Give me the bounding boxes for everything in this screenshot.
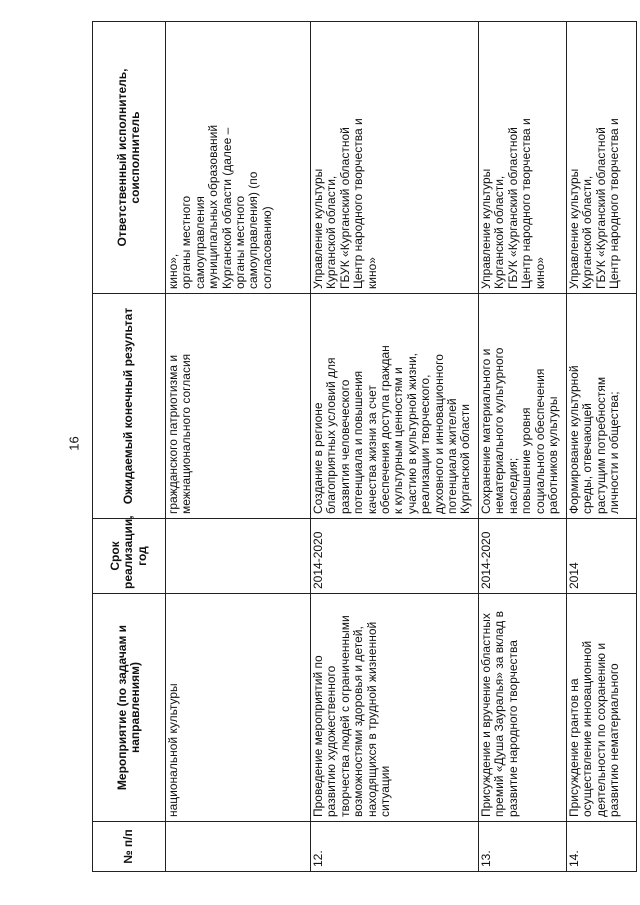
header-executor: Ответственный исполнитель, соисполнитель — [93, 22, 166, 294]
row-result: Формирование культурной среды, отвечающей растущим потребностям личности и общества; — [567, 294, 637, 519]
row-number — [166, 822, 311, 872]
row-number: 12. — [311, 822, 479, 872]
row-term — [166, 519, 311, 594]
row-executor: кино», органы местного самоуправления муниципальных образований Курганской области (далее – органы местного самоуправления) (по согласованию) — [166, 22, 311, 294]
table-row — [567, 22, 637, 872]
row-result: гражданского патриотизма и межнационального согласия — [166, 294, 311, 519]
row-event: национальной культуры — [166, 594, 311, 822]
table-row — [166, 22, 311, 872]
header-result: Ожидаемый конечный результат — [93, 294, 166, 519]
table-row — [479, 22, 567, 872]
row-term: 2014 — [567, 519, 637, 594]
table-header-row — [93, 22, 166, 872]
row-event: Проведение мероприятий по развитию художественного творчества людей с ограниченными возможностями здоровья и детей, находящихся в трудной жизненной ситуации — [311, 594, 479, 822]
header-event: Мероприятие (по задачам и направлениям) — [93, 594, 166, 822]
row-result: Создание в регионе благоприятных условий для развития человеческого потенциала и повышения качества жизни за счет обеспечения доступа граждан к культурным ценностям и участию в культурной жизни, реализации творческого, духовного и инновационного потенциала жителей Курганской области — [311, 294, 479, 519]
row-event: Присуждение грантов на осуществление инновационной деятельности по сохранению и развитию нематериального — [567, 594, 637, 822]
row-term: 2014-2020 — [311, 519, 479, 594]
row-executor: Управление культуры Курганской области, ГБУК «Курганский областной Центр народного творчества и кино» — [311, 22, 479, 294]
row-term: 2014-2020 — [479, 519, 567, 594]
table-row — [311, 22, 479, 872]
header-number: № п/п — [93, 822, 166, 872]
row-event: Присуждение и вручение областных премий «Душа Зауралья» за вклад в развитие народного творчества — [479, 594, 567, 822]
header-term: Срок реализации, год — [93, 519, 166, 594]
row-number: 14. — [567, 822, 637, 872]
row-number: 13. — [479, 822, 567, 872]
page-number: 16 — [66, 436, 82, 451]
row-executor: Управление культуры Курганской области, ГБУК «Курганский областной Центр народного творчества и — [567, 22, 637, 294]
rotated-page-content — [92, 22, 637, 872]
row-executor: Управление культуры Курганской области, ГБУК «Курганский областной Центр народного творчества и кино» — [479, 22, 567, 294]
program-table — [92, 21, 637, 872]
row-result: Сохранение материального и нематериального культурного наследия; повышение уровня социального обеспечения работников культуры — [479, 294, 567, 519]
